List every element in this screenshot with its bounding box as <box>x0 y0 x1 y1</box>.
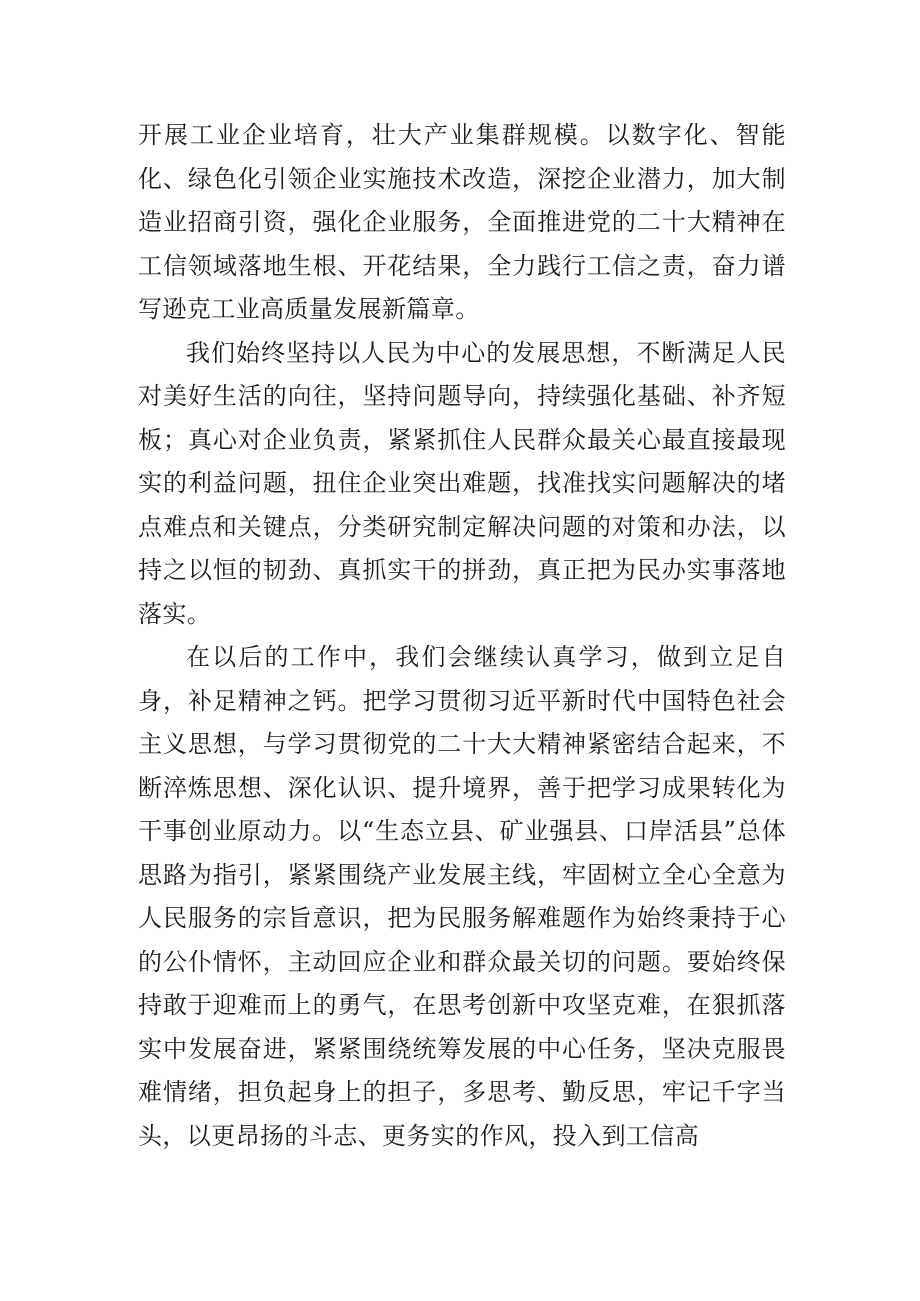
body-text <box>138 114 786 1158</box>
paragraph-3: 在以后的工作中，我们会继续认真学习，做到立足自身，补足精神之钙。把学习贯彻习近平新时代中国特色社会主义思想，与学习贯彻党的二十大大精神紧密结合起来，不断淬炼思想、深化认识、提升境界，善于把学习成果转化为干事创业原动力。以“生态立县、矿业强县、口岸活县”总体思路为指引，紧紧围绕产业发展主线，牢固树立全心全意为人民服务的宗旨意识，把为民服务解难题作为始终秉持于心的公仆情怀，主动回应企业和群众最关切的问题。要始终保持敢于迎难而上的勇气，在思考创新中攻坚克难，在狠抓落实中发展奋进，紧紧围绕统筹发展的中心任务，坚决克服畏难情绪，担负起身上的担子，多思考、勤反思，牢记千字当头，以更昂扬的斗志、更务实的作风，投入到工信高 <box>138 643 786 1150</box>
paragraph-2: 我们始终坚持以人民为中心的发展思想，不断满足人民对美好生活的向往，坚持问题导向，持续强化基础、补齐短板；真心对企业负责，紧紧抓住人民群众最关心最直接最现实的利益问题，扭住企业突出难题，找准找实问题解决的堵点难点和关键点，分类研究制定解决问题的对策和办法，以持之以恒的韧劲、真抓实干的拼劲，真正把为民办实事落地落实。 <box>138 338 786 628</box>
paragraph-1: 开展工业企业培育，壮大产业集群规模。以数字化、智能化、绿色化引领企业实施技术改造，深挖企业潜力，加大制造业招商引资，强化企业服务，全面推进党的二十大精神在工信领域落地生根、开花结果，全力践行工信之责，奋力谱写逊克工业高质量发展新篇章。 <box>138 121 786 323</box>
